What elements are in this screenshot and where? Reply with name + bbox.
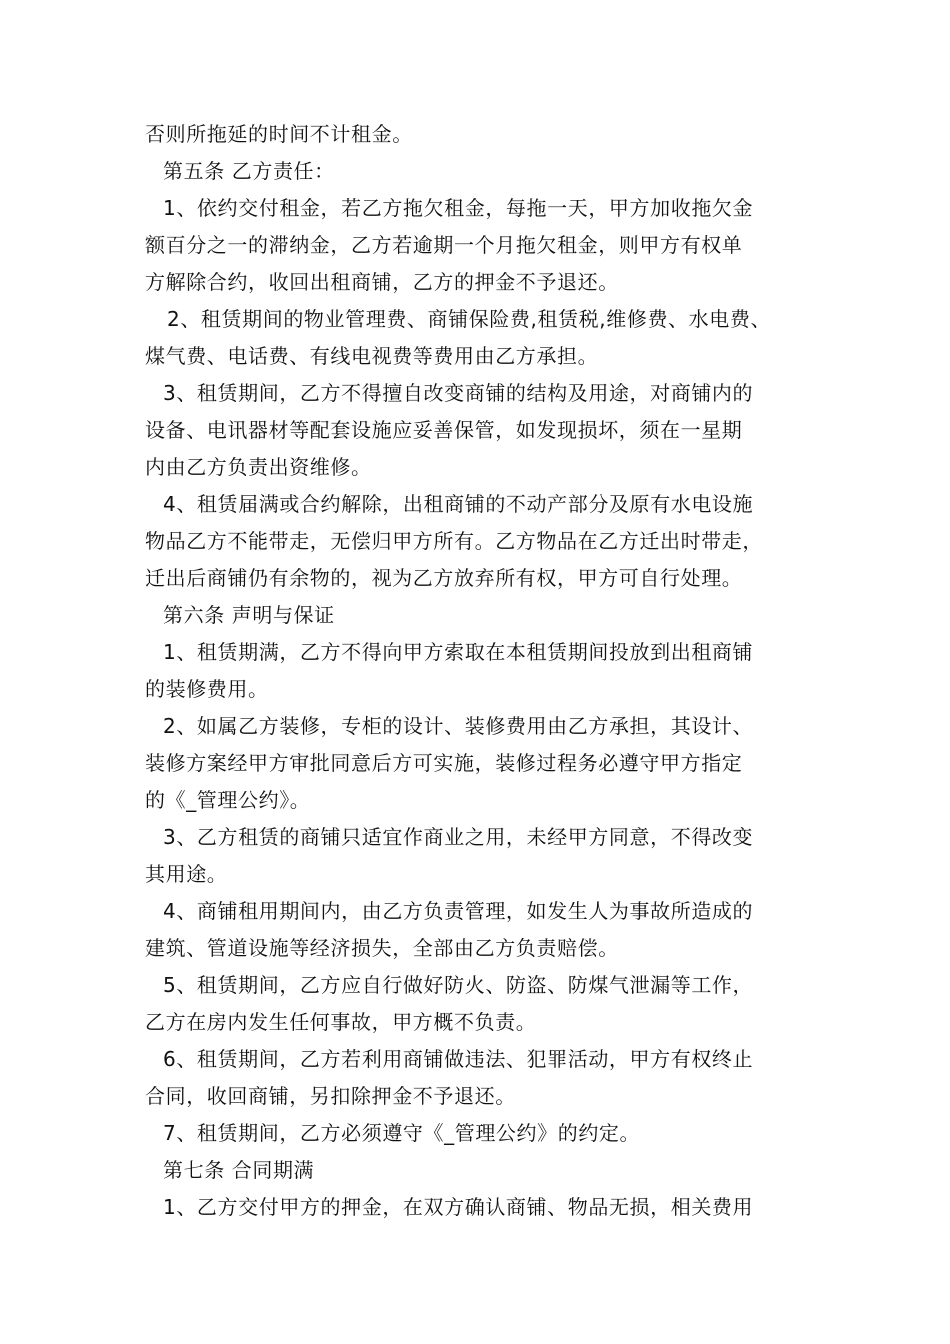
document-body xyxy=(145,116,810,1226)
paragraph xyxy=(145,1041,810,1115)
text-line: 装修方案经甲方审批同意后方可实施，装修过程务必遵守甲方指定 xyxy=(145,751,743,775)
paragraph xyxy=(145,153,810,190)
text-line: 5、租赁期间，乙方应自行做好防火、防盗、防煤气泄漏等工作， xyxy=(163,973,754,997)
text-line: 1、依约交付租金，若乙方拖欠租金，每拖一天，甲方加收拖欠金 xyxy=(163,196,754,220)
text-line: 额百分之一的滞纳金，乙方若逾期一个月拖欠租金，则甲方有权单 xyxy=(145,233,743,257)
paragraph xyxy=(145,301,810,375)
paragraph xyxy=(145,1189,810,1226)
text-line: 4、商铺租用期间内，由乙方负责管理，如发生人为事故所造成的 xyxy=(163,899,754,923)
text-line: 3、租赁期间，乙方不得擅自改变商铺的结构及用途，对商铺内的 xyxy=(163,381,754,405)
text-line: 4、租赁届满或合约解除，出租商铺的不动产部分及原有水电设施 xyxy=(163,492,754,516)
text-line: 第六条 声明与保证 xyxy=(163,603,335,627)
paragraph xyxy=(145,634,810,708)
text-line: 的装修费用。 xyxy=(145,677,269,701)
text-line: 2、如属乙方装修，专柜的设计、装修费用由乙方承担，其设计、 xyxy=(163,714,754,738)
paragraph xyxy=(145,893,810,967)
text-line: 方解除合约，收回出租商铺，乙方的押金不予退还。 xyxy=(145,270,619,294)
text-line: 物品乙方不能带走，无偿归甲方所有。乙方物品在乙方迁出时带走， xyxy=(145,529,763,553)
text-line: 1、乙方交付甲方的押金，在双方确认商铺、物品无损，相关费用 xyxy=(163,1195,754,1219)
text-line: 迁出后商铺仍有余物的，视为乙方放弃所有权，甲方可自行处理。 xyxy=(145,566,743,590)
text-line: 6、租赁期间，乙方若利用商铺做违法、犯罪活动，甲方有权终止 xyxy=(163,1047,754,1071)
text-line: 否则所拖延的时间不计租金。 xyxy=(145,122,413,146)
text-line: 其用途。 xyxy=(145,862,228,886)
paragraph xyxy=(145,1115,810,1152)
paragraph xyxy=(145,486,810,597)
text-line: 第五条 乙方责任： xyxy=(163,159,335,183)
text-line: 1、租赁期满，乙方不得向甲方索取在本租赁期间投放到出租商铺 xyxy=(163,640,754,664)
text-line: 煤气费、电话费、有线电视费等费用由乙方承担。 xyxy=(145,344,599,368)
paragraph xyxy=(145,116,810,153)
paragraph xyxy=(145,190,810,301)
paragraph xyxy=(145,597,810,634)
text-line: 第七条 合同期满 xyxy=(163,1158,315,1182)
text-line: 合同，收回商铺，另扣除押金不予退还。 xyxy=(145,1084,516,1108)
text-line: 的《_管理公约》。 xyxy=(145,788,311,812)
paragraph xyxy=(145,708,810,819)
text-line: 2、租赁期间的物业管理费、商铺保险费,租赁税,维修费、水电费、 xyxy=(167,307,772,331)
paragraph xyxy=(145,1152,810,1189)
text-line: 建筑、管道设施等经济损失，全部由乙方负责赔偿。 xyxy=(145,936,619,960)
paragraph xyxy=(145,375,810,486)
text-line: 3、乙方租赁的商铺只适宜作商业之用，未经甲方同意，不得改变 xyxy=(163,825,754,849)
text-line: 乙方在房内发生任何事故，甲方概不负责。 xyxy=(145,1010,537,1034)
paragraph xyxy=(145,967,810,1041)
paragraph xyxy=(145,819,810,893)
text-line: 7、租赁期间，乙方必须遵守《_管理公约》的约定。 xyxy=(163,1121,641,1145)
text-line: 内由乙方负责出资维修。 xyxy=(145,455,372,479)
text-line: 设备、电讯器材等配套设施应妥善保管，如发现损坏，须在一星期 xyxy=(145,418,743,442)
